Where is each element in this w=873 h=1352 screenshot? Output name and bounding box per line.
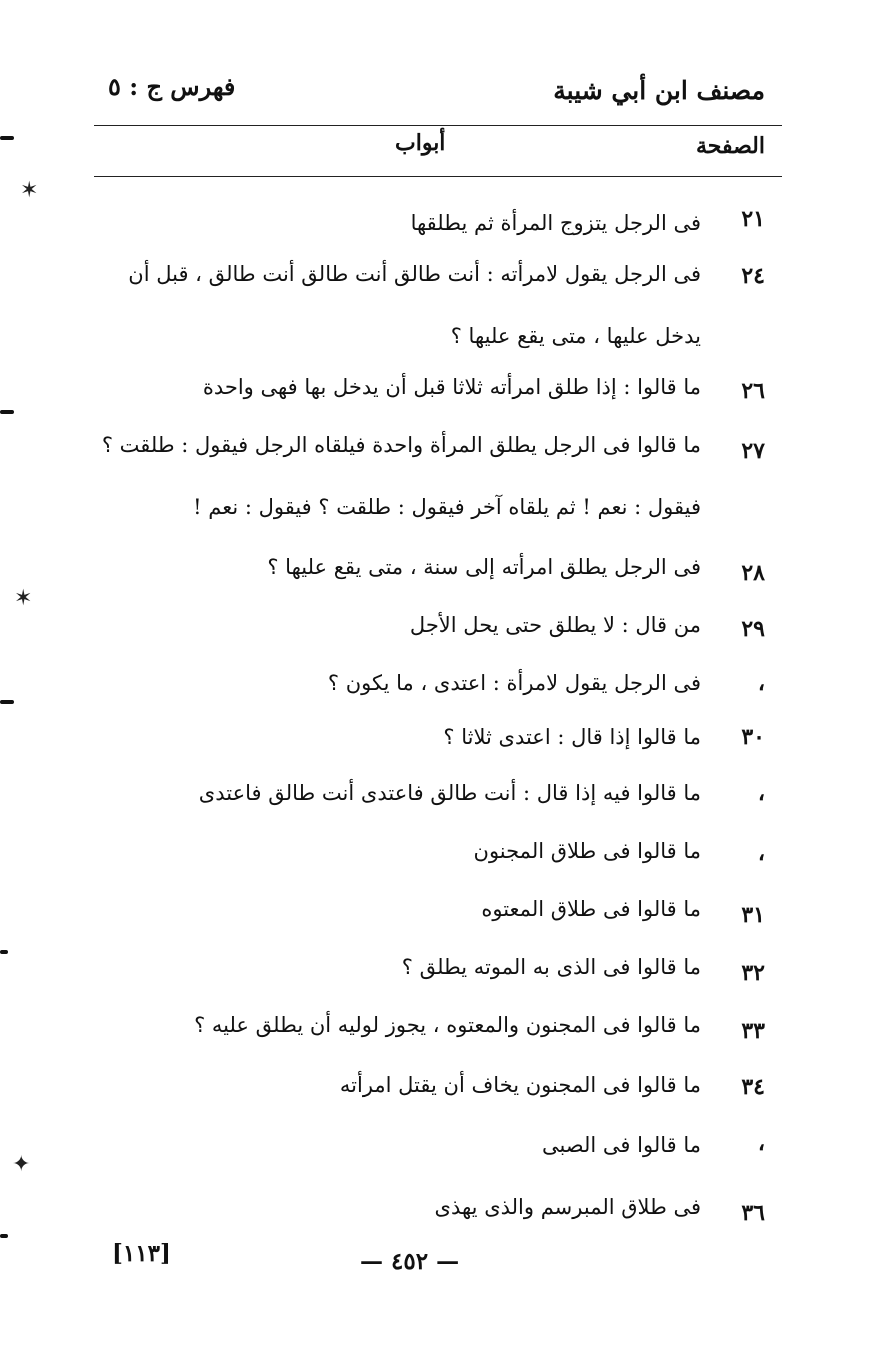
margin-mark: ✦: [12, 1152, 31, 1177]
entry-title: من قال : لا يطلق حتى يحل الأجل: [409, 613, 701, 637]
book-title: مصنف ابن أبي شيبة: [553, 76, 765, 105]
entry-page-number: ٢٤: [741, 263, 765, 289]
entry-title: ما قالوا فى الصبى: [541, 1133, 701, 1157]
entry-title: ما قالوا فى الذى به الموته يطلق ؟: [401, 955, 701, 979]
entry-page-number: ٣٣: [741, 1018, 765, 1044]
margin-mark: [0, 1234, 8, 1238]
margin-mark: ✶: [20, 178, 39, 203]
entry-page-number: ،: [757, 1130, 765, 1156]
entry-page-number: ٢٧: [741, 438, 765, 464]
entry-title: ما قالوا فيه إذا قال : أنت طالق فاعتدى أنت طالق فاعتدى: [198, 781, 701, 805]
entry-title: ما قالوا فى طلاق المعتوه: [481, 897, 701, 921]
entry-title: ما قالوا : إذا طلق امرأته ثلاثا قبل أن يدخل بها فهى واحدة: [202, 375, 701, 399]
volume-reference: [١١٣]: [112, 1240, 171, 1267]
margin-mark: [0, 410, 14, 414]
entry-title: ما قالوا فى المجنون والمعتوه ، يجوز لوليه أن يطلق عليه ؟: [194, 1013, 701, 1037]
entry-page-number: ٣٢: [741, 960, 765, 986]
column-header-chapters: أبواب: [395, 130, 446, 156]
header-rule-bottom: [94, 176, 782, 177]
margin-mark: ✶: [14, 586, 33, 611]
entry-title: ما قالوا فى الرجل يطلق المرأة واحدة فيلقاه الرجل فيقول : طلقت ؟ فيقول : نعم ! ثم يلقاه آخر فيقول : طلقت ؟ فيقول : نعم !: [101, 433, 701, 519]
header-rule-top: [94, 125, 782, 126]
entry-page-number: ٢٦: [741, 378, 765, 404]
entry-title: فى طلاق المبرسم والذى يهذى: [434, 1195, 701, 1219]
column-header-page: الصفحة: [695, 133, 765, 159]
entry-page-number: ٢٩: [741, 616, 765, 642]
entry-page-number: ٣٠: [741, 724, 765, 750]
entry-page-number: ،: [757, 780, 765, 806]
entry-page-number: ،: [757, 840, 765, 866]
index-label: فهرس ج : ٥: [108, 72, 236, 101]
entry-title: ما قالوا فى المجنون يخاف أن يقتل امرأته: [339, 1073, 701, 1097]
entry-title: فى الرجل يطلق امرأته إلى سنة ، متى يقع عليها ؟: [267, 555, 701, 579]
entry-page-number: ٣٦: [741, 1200, 765, 1226]
entry-page-number: ٢١: [741, 206, 765, 232]
margin-mark: [0, 136, 14, 140]
margin-mark: [0, 950, 8, 954]
entry-title: ما قالوا إذا قال : اعتدى ثلاثا ؟: [443, 725, 701, 749]
entry-page-number: ٢٨: [741, 560, 765, 586]
entry-page-number: ،: [757, 670, 765, 696]
entry-title: فى الرجل يقول لامرأته : أنت طالق أنت طالق أنت طالق ، قبل أن يدخل عليها ، متى يقع عليها ؟: [128, 262, 701, 348]
page-number: — ٤٥٢ —: [360, 1248, 460, 1275]
entry-title: ما قالوا فى طلاق المجنون: [473, 839, 701, 863]
entry-title: فى الرجل يتزوج المرأة ثم يطلقها: [410, 211, 701, 235]
entry-page-number: ٣٤: [741, 1074, 765, 1100]
margin-mark: [0, 700, 14, 704]
entry-page-number: ٣١: [741, 902, 765, 928]
entry-title: فى الرجل يقول لامرأة : اعتدى ، ما يكون ؟: [327, 671, 701, 695]
